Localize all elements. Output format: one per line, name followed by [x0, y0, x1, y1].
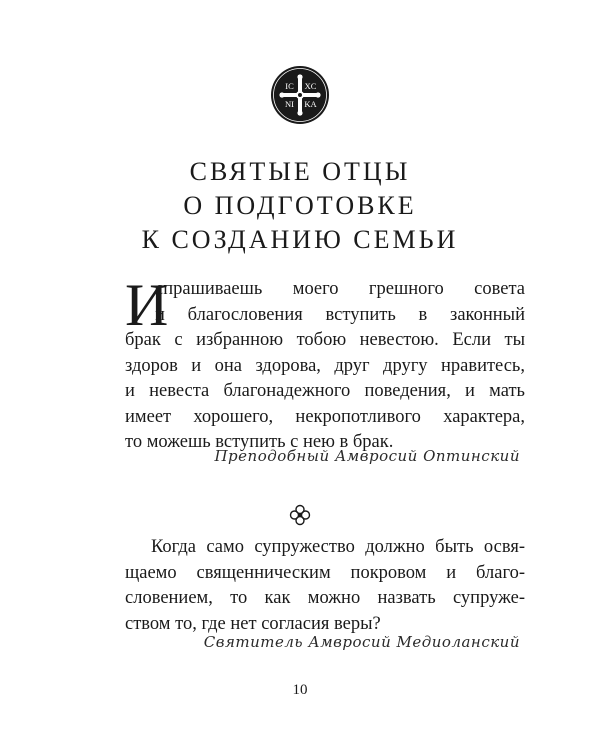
quote-line: словением, то как можно назвать супруже- — [125, 588, 525, 608]
quote-author-signature: Преподобный Амвросий Оптинский — [214, 447, 520, 465]
ornament-icon — [288, 503, 312, 527]
quote-line: то можешь вступить с нею в брак. — [125, 432, 394, 452]
quote-line: Когда само супружество должно быть освя- — [151, 537, 525, 557]
title-line: К СОЗДАНИЮ СЕМЬИ — [141, 225, 459, 254]
quote-line: здоров и она здорова, друг другу нравитесь, — [125, 355, 525, 376]
title-line: О ПОДГОТОВКЕ — [183, 191, 417, 220]
quote-author-signature: Святитель Амвросий Медиоланский — [203, 633, 520, 651]
christogram-emblem — [270, 65, 330, 125]
quote-line: спрашиваешь моего грешного совета — [155, 279, 525, 299]
quote-line: и невеста благонадежного поведения, и мать — [125, 381, 525, 401]
emblem-letters-xc: XC — [304, 81, 317, 91]
quote-line: имеет хорошего, некропотливого характера, — [125, 406, 525, 427]
quote-line: щаемо священническим покровом и благо- — [125, 562, 525, 583]
quote-line: и благословения вступить в законный — [155, 304, 525, 325]
quote-ambrose-milan — [125, 535, 525, 637]
christogram-icon — [270, 65, 330, 125]
quote-line: ством то, где нет согласия веры? — [125, 613, 381, 634]
emblem-letters-ic: IC — [285, 81, 294, 91]
chapter-title — [0, 155, 600, 257]
emblem-letters-ni: NI — [285, 99, 294, 109]
quote-ambrose-optina — [125, 272, 525, 456]
page-number: 10 — [292, 682, 308, 698]
emblem-letters-ka: KA — [304, 99, 317, 109]
quote-line: брак с избранною тобою невестою. Если ты — [125, 330, 525, 350]
drop-cap: И — [125, 272, 169, 338]
title-line: СВЯТЫЕ ОТЦЫ — [189, 157, 411, 186]
